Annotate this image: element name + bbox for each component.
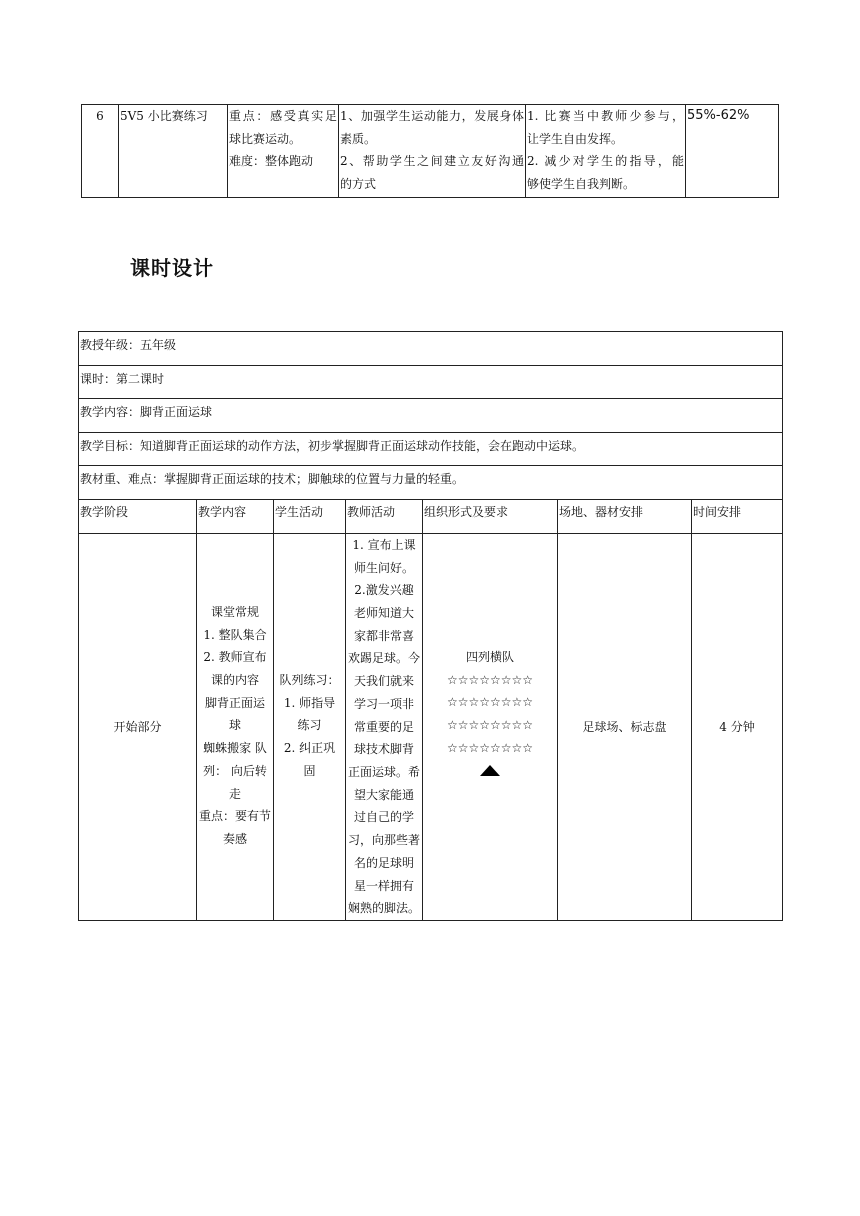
stage-cell: 开始部分 bbox=[79, 533, 197, 920]
student-line: 练习 bbox=[297, 718, 322, 733]
goal-row bbox=[79, 432, 783, 466]
organization-cell bbox=[423, 533, 558, 920]
teacher-line: 娴熟的脚法。 bbox=[347, 901, 420, 916]
header-cell: 学生活动 bbox=[274, 499, 346, 533]
header-cell: 时间安排 bbox=[692, 499, 783, 533]
teacher-line: 欢踢足球。今 bbox=[347, 651, 420, 666]
header-cell: 教学内容 bbox=[197, 499, 274, 533]
top-continuation-table bbox=[81, 104, 779, 198]
content-line: 2. 教师宣布 bbox=[203, 650, 267, 665]
content-line: 课的内容 bbox=[210, 673, 259, 688]
grade-row bbox=[79, 332, 783, 366]
header-row bbox=[79, 499, 783, 533]
teacher-line: 2.激发兴趣 bbox=[354, 583, 414, 598]
period-row bbox=[79, 365, 783, 399]
row-method bbox=[526, 105, 686, 198]
header-cell: 教学阶段 bbox=[79, 499, 197, 533]
focus-line: 重点：感受真实足 bbox=[229, 109, 337, 123]
teacher-activity-cell bbox=[346, 533, 423, 920]
row-goal bbox=[339, 105, 526, 198]
content-line: 奏感 bbox=[222, 832, 247, 846]
venue-cell: 足球场、标志盘 bbox=[558, 533, 692, 920]
key-row bbox=[79, 466, 783, 500]
teacher-line: 习，向那些著 bbox=[347, 833, 420, 848]
teacher-line: 1. 宣布上课 bbox=[352, 537, 416, 552]
goal-line: 1、加强学生运动能力，发展身体 bbox=[340, 109, 524, 123]
goal-cell: 教学目标：知道脚背正面运球的动作方法，初步掌握脚背正面运球动作技能，会在跑动中运球。 bbox=[79, 432, 783, 466]
lesson-design-table bbox=[78, 331, 783, 921]
content-line: 课堂常规 bbox=[210, 604, 259, 619]
focus-line: 球比赛运动。 bbox=[229, 131, 302, 146]
student-activity-cell bbox=[274, 533, 346, 920]
teacher-position-triangle-icon bbox=[480, 765, 500, 776]
key-cell: 教材重、难点：掌握脚背正面运球的技术；脚触球的位置与力量的轻重。 bbox=[79, 466, 783, 500]
student-line: 队列练习： bbox=[279, 672, 340, 687]
grade-cell: 教授年级：五年级 bbox=[79, 332, 783, 366]
row-number: 6 bbox=[82, 105, 119, 198]
section-title: 课时设计 bbox=[130, 256, 214, 280]
goal-line: 的方式 bbox=[340, 176, 377, 191]
student-line: 2. 纠正巩 bbox=[283, 741, 336, 756]
content-line: 重点：要有节 bbox=[198, 809, 271, 824]
method-line: 让学生自由发挥。 bbox=[527, 131, 624, 146]
method-line: 1. 比赛当中教师少参与， bbox=[527, 109, 684, 123]
teacher-line: 过自己的学 bbox=[353, 810, 414, 825]
star-row: ☆☆☆☆☆☆☆☆ bbox=[446, 718, 534, 733]
teacher-line: 学习一项非 bbox=[353, 696, 414, 711]
header-cell: 场地、器材安排 bbox=[558, 499, 692, 533]
period-cell: 课时：第二课时 bbox=[79, 365, 783, 399]
method-line: 够使学生自我判断。 bbox=[527, 176, 636, 191]
table-row bbox=[82, 105, 779, 198]
header-cell: 教师活动 bbox=[346, 499, 423, 533]
teacher-line: 望大家能通 bbox=[353, 787, 414, 802]
method-line: 2. 减少对学生的指导，能 bbox=[527, 154, 684, 169]
teacher-line: 老师知道大 bbox=[353, 606, 414, 621]
star-row: ☆☆☆☆☆☆☆☆ bbox=[446, 740, 534, 755]
formation-title: 四列横队 bbox=[465, 649, 514, 664]
time-cell: 4 分钟 bbox=[692, 533, 783, 920]
teacher-line: 名的足球明 bbox=[353, 855, 414, 870]
content-line: 1. 整队集合 bbox=[203, 627, 267, 642]
goal-line: 素质。 bbox=[340, 131, 377, 146]
teacher-line: 师生问好。 bbox=[353, 560, 414, 575]
content-line: 蜘蛛搬家 队 bbox=[203, 741, 267, 756]
star-row: ☆☆☆☆☆☆☆☆ bbox=[446, 695, 534, 710]
content-line: 列： 向后转 bbox=[203, 763, 267, 778]
focus-line: 难度：整体跑动 bbox=[229, 154, 314, 169]
teacher-line: 球技术脚背 bbox=[353, 742, 414, 757]
goal-line: 2、帮助学生之间建立友好沟通 bbox=[340, 154, 524, 169]
teacher-line: 常重要的足 bbox=[353, 719, 414, 734]
student-line: 1. 师指导 bbox=[283, 695, 336, 710]
content-line: 脚背正面运 bbox=[204, 695, 265, 710]
row-name: 5V5 小比赛练习 bbox=[119, 105, 228, 198]
teacher-line: 天我们就来 bbox=[353, 674, 414, 689]
content-line: 球 bbox=[228, 718, 241, 733]
star-row: ☆☆☆☆☆☆☆☆ bbox=[446, 672, 534, 687]
row-intensity: 55%-62% bbox=[686, 105, 779, 198]
content-lines-cell bbox=[197, 533, 274, 920]
content-line: 走 bbox=[228, 786, 241, 801]
teacher-line: 正面运球。希 bbox=[347, 765, 420, 779]
teacher-line: 家都非常喜 bbox=[353, 628, 414, 643]
teacher-line: 星一样拥有 bbox=[353, 878, 414, 893]
student-line: 固 bbox=[303, 763, 316, 778]
header-cell: 组织形式及要求 bbox=[423, 499, 558, 533]
table-row bbox=[79, 533, 783, 920]
content-cell: 教学内容：脚背正面运球 bbox=[79, 399, 783, 433]
row-focus bbox=[228, 105, 339, 198]
content-row bbox=[79, 399, 783, 433]
